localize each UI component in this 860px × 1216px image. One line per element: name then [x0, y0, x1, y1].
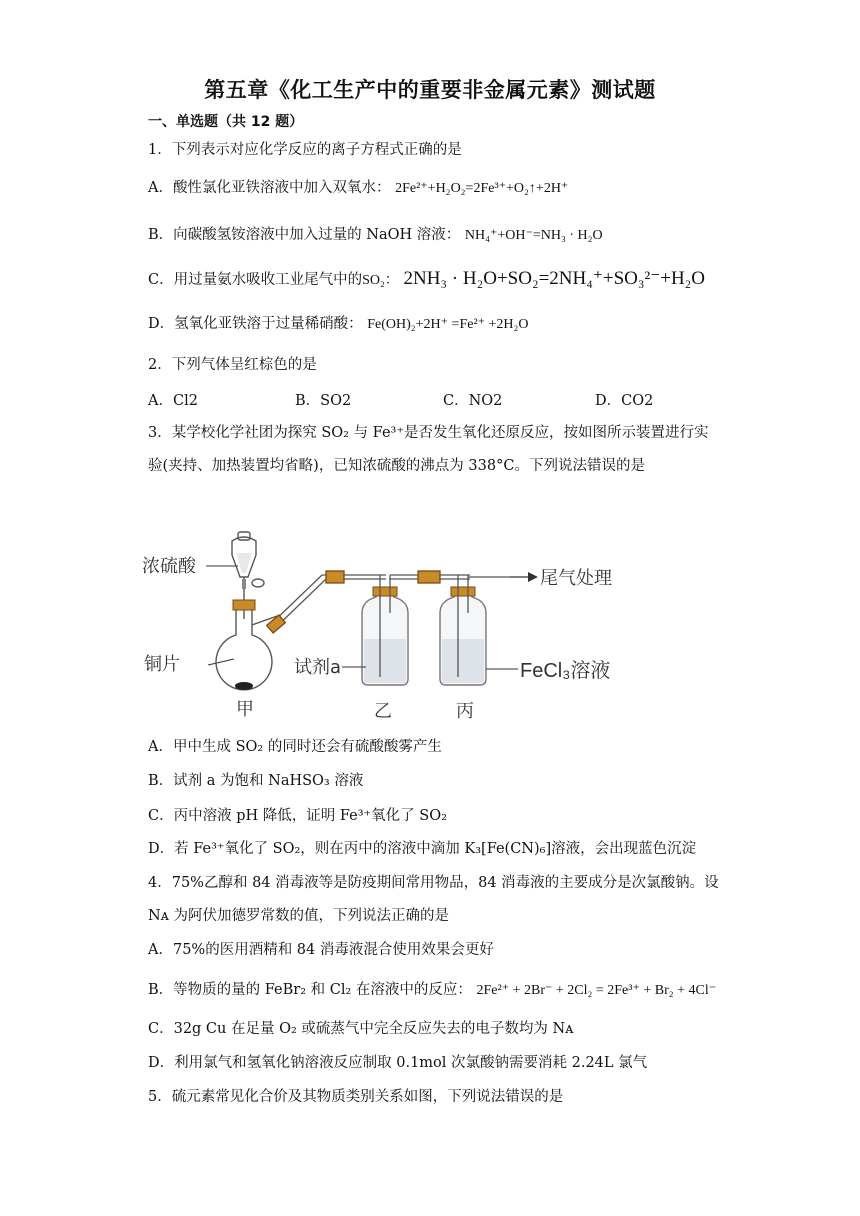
- reagent-a-liquid: [364, 639, 406, 683]
- q4-b-text: B．等物质的量的 FeBr₂ 和 Cl₂ 在溶液中的反应：: [148, 982, 472, 998]
- q3-option-b: B．试剂 a 为饱和 NaHSO₃ 溶液: [148, 773, 364, 789]
- q1-a-text: A．酸性氯化亚铁溶液中加入双氧水：: [148, 180, 391, 196]
- q1-option-c: [148, 269, 705, 291]
- label-bing: 丙: [456, 701, 474, 722]
- q4-b-equation: 2Fe²⁺ + 2Br⁻ + 2Cl₂ = 2Fe³⁺ + Br₂ + 4Cl⁻: [476, 983, 717, 998]
- round-bottom-flask: [216, 600, 280, 690]
- q2-option-b: B．SO2: [295, 393, 352, 409]
- label-exhaust: 尾气处理: [540, 568, 612, 589]
- q1-option-b: [148, 225, 603, 246]
- section-heading: 一、单选题（共 12 题）: [148, 114, 304, 130]
- q4-option-c: C．32g Cu 在足量 O₂ 或硫蒸气中完全反应失去的电子数均为 Nᴀ: [148, 1021, 574, 1037]
- q1-option-d: [148, 314, 529, 335]
- copper-pieces: [235, 682, 253, 690]
- bottle-bing-stopper: [451, 587, 475, 596]
- q1-d-text: D．氢氧化亚铁溶于过量稀硝酸：: [148, 316, 363, 332]
- q1-c-equation: 2NH₃ · H₂O+SO₂=2NH₄⁺+SO₃²⁻+H₂O: [403, 268, 706, 289]
- apparatus-figure: [140, 527, 660, 731]
- label-acid: 浓硫酸: [142, 556, 196, 577]
- copper-leader-line: [208, 659, 234, 665]
- q3-option-a: A．甲中生成 SO₂ 的同时还会有硫酸酸雾产生: [148, 739, 442, 755]
- q5-stem: 5．硫元素常见化合价及其物质类别关系如图，下列说法错误的是: [148, 1089, 564, 1105]
- q1-option-a: [148, 178, 568, 199]
- exhaust-arrow: [468, 572, 538, 582]
- q1-c-so2: SO₂：: [362, 273, 399, 288]
- q3-option-d: D．若 Fe³⁺氧化了 SO₂，则在丙中的溶液中滴加 K₃[Fe(CN)₆]溶液，会出现蓝色沉淀: [148, 841, 697, 857]
- label-yi: 乙: [374, 701, 392, 722]
- q1-c-text: C．用过量氨水吸收工业尾气中的: [148, 272, 363, 288]
- label-jia: 甲: [236, 699, 254, 720]
- bottle-yi-stopper: [373, 587, 397, 596]
- q1-b-text: B．向碳酸氢铵溶液中加入过量的 NaOH 溶液：: [148, 227, 461, 243]
- label-fecl3: FeCl₃溶液: [520, 660, 611, 682]
- q3-stem-line1: 3．某学校化学社团为探究 SO₂ 与 Fe³⁺是否发生氧化还原反应，按如图所示装置进行实: [148, 425, 709, 441]
- q2-option-a: A．Cl2: [148, 393, 198, 409]
- q2-option-d: D．CO2: [595, 393, 654, 409]
- q3-option-c: C．丙中溶液 pH 降低，证明 Fe³⁺氧化了 SO₂: [148, 808, 447, 824]
- q3-stem-line2: 验(夹持、加热装置均省略)，已知浓硫酸的沸点为 338°C。下列说法错误的是: [148, 458, 645, 474]
- q1-stem: 1．下列表示对应化学反应的离子方程式正确的是: [148, 142, 462, 158]
- q4-option-a: A．75%的医用酒精和 84 消毒液混合使用效果会更好: [148, 942, 494, 958]
- q1-b-equation: NH₄⁺+OH⁻=NH₃ · H₂O: [464, 228, 603, 243]
- q2-stem: 2．下列气体呈红棕色的是: [148, 357, 317, 373]
- label-copper: 铜片: [144, 654, 180, 675]
- q4-option-d: D．利用氯气和氢氧化钠溶液反应制取 0.1mol 次氯酸钠需要消耗 2.24L 氯气: [148, 1055, 648, 1071]
- bottle-yi: [362, 575, 408, 685]
- page-title: 第五章《化工生产中的重要非金属元素》测试题: [204, 78, 656, 102]
- q4-stem-line1: 4．75%乙醇和 84 消毒液等是防疫期间常用物品，84 消毒液的主要成分是次氯酸钠。设: [148, 875, 719, 891]
- bottle-bing: [440, 575, 486, 685]
- q4-stem-line2: Nᴀ 为阿伏加德罗常数的值，下列说法正确的是: [148, 908, 449, 924]
- q2-option-c: C．NO2: [443, 393, 503, 409]
- q1-d-equation: Fe(OH)₂+2H⁺ =Fe²⁺ +2H₂O: [367, 317, 529, 332]
- q1-a-equation: 2Fe²⁺+H₂O₂=2Fe³⁺+O₂↑+2H⁺: [395, 181, 569, 196]
- label-reagent: 试剂a: [294, 657, 342, 678]
- q4-option-b: [148, 980, 716, 1001]
- fecl3-liquid: [442, 639, 484, 683]
- flask-stopper: [233, 600, 255, 610]
